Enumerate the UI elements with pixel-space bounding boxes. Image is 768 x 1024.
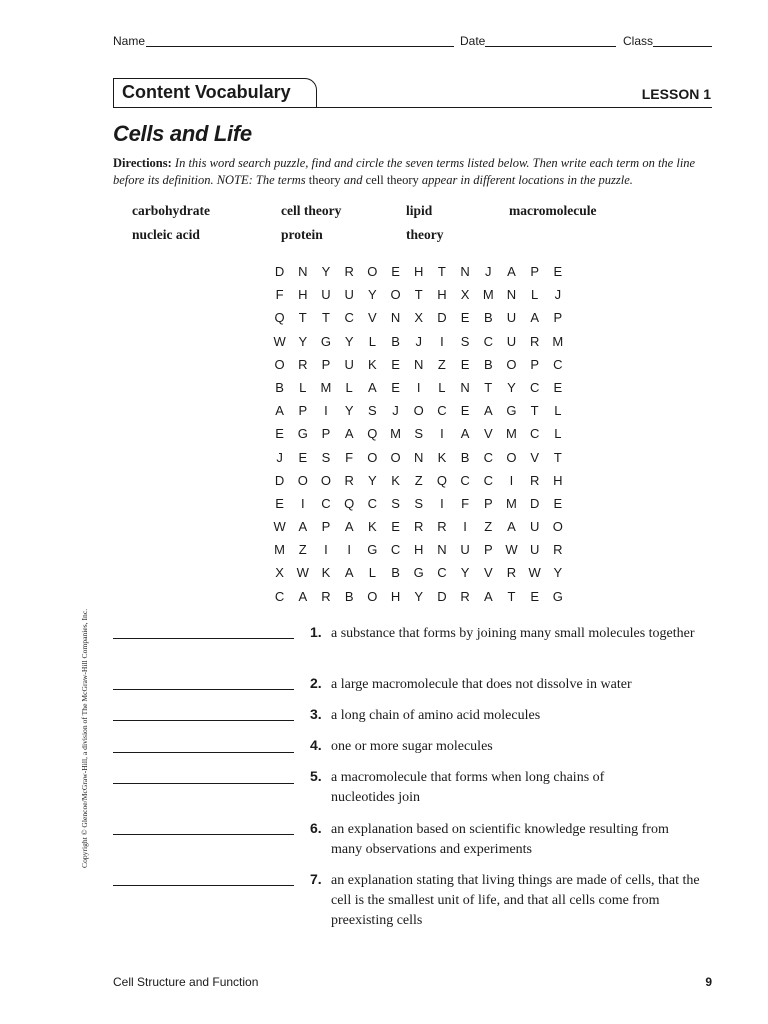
grid-letter[interactable]: N bbox=[390, 310, 401, 326]
grid-letter[interactable]: E bbox=[391, 519, 400, 535]
grid-letter[interactable]: I bbox=[440, 426, 444, 442]
grid-letter[interactable]: Y bbox=[321, 264, 331, 279]
grid-letter[interactable]: X bbox=[414, 310, 424, 326]
grid-letter[interactable]: P bbox=[530, 356, 539, 372]
grid-letter[interactable]: S bbox=[414, 426, 424, 442]
grid-letter[interactable]: C bbox=[483, 472, 493, 488]
grid-letter[interactable]: A bbox=[483, 403, 493, 419]
directions-lead: Directions: bbox=[113, 156, 172, 170]
grid-letter[interactable]: C bbox=[321, 495, 331, 511]
grid-letter[interactable]: I bbox=[463, 519, 467, 535]
grid-letter[interactable]: Y bbox=[368, 287, 377, 303]
grid-letter[interactable]: U bbox=[529, 542, 540, 558]
grid-letter[interactable]: V bbox=[530, 449, 539, 465]
name-field[interactable] bbox=[146, 46, 454, 47]
class-field[interactable] bbox=[653, 46, 712, 47]
grid-letter[interactable]: K bbox=[437, 449, 447, 465]
grid-letter[interactable]: C bbox=[437, 565, 447, 581]
header-rule bbox=[113, 107, 712, 108]
grid-letter[interactable]: Z bbox=[437, 356, 446, 372]
answer-blank-5[interactable] bbox=[113, 783, 294, 784]
grid-letter[interactable]: T bbox=[484, 379, 493, 395]
term-carbohydrate: carbohydrate bbox=[132, 203, 210, 218]
grid-letter[interactable]: L bbox=[299, 379, 307, 395]
grid-letter[interactable]: A bbox=[507, 264, 516, 279]
grid-letter[interactable]: T bbox=[553, 449, 562, 465]
grid-letter[interactable]: U bbox=[344, 356, 354, 372]
grid-letter[interactable]: I bbox=[324, 542, 328, 558]
grid-letter[interactable]: E bbox=[530, 588, 539, 604]
grid-letter[interactable]: N bbox=[460, 264, 470, 279]
grid-letter[interactable]: I bbox=[300, 495, 305, 511]
grid-letter[interactable]: C bbox=[529, 379, 540, 395]
grid-letter[interactable]: S bbox=[368, 403, 377, 419]
grid-letter[interactable]: H bbox=[390, 588, 401, 604]
question-definition: one or more sugar molecules bbox=[331, 739, 493, 754]
grid-letter[interactable]: U bbox=[506, 310, 517, 326]
answer-blank-7[interactable] bbox=[113, 885, 294, 886]
grid-letter[interactable]: Q bbox=[367, 426, 378, 442]
grid-letter[interactable]: Y bbox=[344, 333, 354, 349]
grid-letter[interactable]: E bbox=[460, 310, 470, 326]
question-definition: a substance that forms by joining many small molecules together bbox=[331, 626, 695, 641]
grid-letter[interactable]: E bbox=[275, 426, 284, 442]
grid-letter[interactable]: O bbox=[367, 588, 378, 604]
grid-letter[interactable]: L bbox=[531, 287, 539, 303]
grid-letter[interactable]: D bbox=[274, 472, 285, 488]
grid-letter[interactable]: Y bbox=[344, 403, 354, 419]
grid-letter[interactable]: F bbox=[461, 495, 470, 511]
grid-letter[interactable]: Q bbox=[436, 472, 447, 488]
grid-letter[interactable]: A bbox=[507, 519, 516, 535]
grid-letter[interactable]: O bbox=[390, 449, 401, 465]
grid-letter[interactable]: M bbox=[552, 333, 564, 349]
name-label: Name bbox=[113, 34, 146, 48]
grid-letter[interactable]: S bbox=[460, 333, 470, 349]
grid-letter[interactable]: A bbox=[298, 519, 308, 535]
grid-letter[interactable]: O bbox=[367, 449, 378, 465]
grid-letter[interactable]: A bbox=[344, 426, 354, 442]
grid-letter[interactable]: I bbox=[416, 379, 421, 395]
grid-letter[interactable]: B bbox=[483, 310, 493, 326]
grid-letter[interactable]: F bbox=[275, 287, 284, 303]
grid-letter[interactable]: S bbox=[321, 449, 331, 465]
grid-letter[interactable]: B bbox=[391, 565, 400, 581]
grid-letter[interactable]: C bbox=[367, 495, 378, 511]
grid-letter[interactable]: R bbox=[344, 472, 354, 488]
term-nucleic-acid: nucleic acid bbox=[132, 227, 200, 242]
term-protein: protein bbox=[281, 227, 323, 242]
grid-letter[interactable]: O bbox=[297, 472, 308, 488]
word-search-grid[interactable] bbox=[268, 263, 569, 611]
grid-letter[interactable]: V bbox=[483, 565, 493, 581]
grid-letter[interactable]: G bbox=[552, 588, 563, 604]
grid-letter[interactable]: M bbox=[506, 426, 517, 442]
grid-letter[interactable]: Q bbox=[274, 310, 285, 326]
grid-letter[interactable]: E bbox=[553, 264, 563, 279]
grid-letter[interactable]: P bbox=[483, 495, 493, 511]
grid-letter[interactable]: R bbox=[529, 333, 540, 349]
copyright-notice: Copyright © Glencoe/McGraw-Hill, a division of The McGraw-Hill Companies, Inc. bbox=[80, 608, 89, 868]
grid-letter[interactable]: P bbox=[483, 542, 493, 558]
grid-letter[interactable]: A bbox=[483, 588, 493, 604]
grid-letter[interactable]: E bbox=[391, 356, 400, 372]
question-definition: a macromolecule that forms when long chains of nucleotides join bbox=[331, 770, 605, 805]
grid-letter[interactable]: R bbox=[529, 472, 540, 488]
grid-letter[interactable]: C bbox=[390, 542, 401, 558]
grid-letter[interactable]: H bbox=[553, 472, 563, 488]
grid-letter[interactable]: S bbox=[414, 495, 424, 511]
grid-letter[interactable]: A bbox=[344, 565, 354, 581]
grid-letter[interactable]: Y bbox=[460, 565, 470, 581]
question-number: 1. bbox=[310, 624, 322, 640]
grid-letter[interactable]: R bbox=[553, 542, 563, 558]
grid-letter[interactable]: M bbox=[482, 287, 494, 303]
grid-letter[interactable]: R bbox=[437, 519, 447, 535]
grid-letter[interactable]: K bbox=[368, 519, 377, 535]
directions-text-2: appear in different locations in the puzzle. bbox=[421, 172, 633, 187]
grid-letter[interactable]: G bbox=[413, 565, 424, 581]
grid-letter[interactable]: M bbox=[320, 379, 332, 395]
grid-letter[interactable]: J bbox=[485, 264, 492, 279]
grid-letter[interactable]: Q bbox=[344, 495, 355, 511]
grid-letter[interactable]: A bbox=[368, 379, 377, 395]
grid-letter[interactable]: A bbox=[275, 403, 284, 419]
grid-letter[interactable]: T bbox=[321, 310, 330, 326]
grid-letter[interactable]: E bbox=[553, 379, 563, 395]
question-number: 6. bbox=[310, 820, 322, 836]
grid-letter[interactable]: N bbox=[414, 356, 424, 372]
grid-letter[interactable]: L bbox=[368, 565, 376, 581]
grid-letter[interactable]: D bbox=[529, 495, 540, 511]
directions bbox=[113, 155, 713, 188]
grid-letter[interactable]: Y bbox=[553, 565, 563, 581]
answer-blank-4[interactable] bbox=[113, 752, 294, 753]
grid-letter[interactable]: N bbox=[414, 449, 424, 465]
grid-letter[interactable]: C bbox=[274, 588, 285, 604]
grid-letter[interactable]: K bbox=[368, 356, 377, 372]
grid-letter[interactable]: U bbox=[529, 519, 540, 535]
grid-letter[interactable]: P bbox=[530, 264, 539, 279]
grid-letter[interactable]: E bbox=[391, 264, 400, 279]
grid-letter[interactable]: D bbox=[437, 310, 447, 326]
grid-letter[interactable]: E bbox=[275, 495, 284, 511]
grid-letter[interactable]: E bbox=[391, 379, 400, 395]
grid-letter[interactable]: E bbox=[553, 495, 563, 511]
grid-letter[interactable]: T bbox=[414, 287, 423, 303]
grid-letter[interactable]: O bbox=[367, 264, 378, 279]
answer-blank-6[interactable] bbox=[113, 834, 294, 835]
grid-letter[interactable]: F bbox=[345, 449, 354, 465]
grid-letter[interactable]: R bbox=[414, 519, 424, 535]
question-number: 5. bbox=[310, 768, 322, 784]
grid-letter[interactable]: I bbox=[440, 333, 444, 349]
grid-letter[interactable]: G bbox=[297, 426, 308, 442]
directions-text-1: In this word search puzzle, find and circle the seven terms listed below. Then write each term on the line before its definition. NOTE: The terms bbox=[113, 156, 696, 187]
grid-letter[interactable]: W bbox=[273, 519, 286, 535]
grid-letter[interactable]: D bbox=[274, 264, 285, 279]
grid-letter[interactable]: C bbox=[553, 356, 563, 372]
answer-blank-1[interactable] bbox=[113, 638, 294, 639]
grid-letter[interactable]: H bbox=[437, 287, 447, 303]
grid-letter[interactable]: A bbox=[298, 588, 308, 604]
grid-letter[interactable]: O bbox=[320, 472, 332, 488]
directions-theory: theory bbox=[308, 172, 341, 187]
grid-letter[interactable]: R bbox=[506, 565, 517, 581]
grid-letter[interactable]: P bbox=[553, 310, 563, 326]
question-number: 3. bbox=[310, 706, 322, 722]
grid-letter[interactable]: X bbox=[275, 565, 284, 581]
grid-letter[interactable]: U bbox=[344, 287, 354, 303]
grid-letter[interactable]: G bbox=[506, 403, 517, 419]
grid-letter[interactable]: M bbox=[506, 495, 517, 511]
grid-letter[interactable]: T bbox=[530, 403, 539, 419]
grid-letter[interactable]: B bbox=[391, 333, 400, 349]
grid-letter[interactable]: C bbox=[460, 472, 470, 488]
grid-letter[interactable]: I bbox=[440, 495, 444, 511]
lesson-label: LESSON 1 bbox=[641, 86, 711, 102]
grid-letter[interactable]: B bbox=[344, 588, 354, 604]
grid-letter[interactable]: Z bbox=[484, 519, 493, 535]
question-definition: a large macromolecule that does not dissolve in water bbox=[331, 677, 632, 692]
term-lipid: lipid bbox=[406, 203, 433, 218]
grid-letter[interactable]: U bbox=[321, 287, 331, 303]
grid-letter[interactable]: X bbox=[460, 287, 470, 303]
grid-letter[interactable]: D bbox=[437, 588, 447, 604]
class-label: Class bbox=[623, 34, 654, 48]
date-field[interactable] bbox=[485, 46, 616, 47]
grid-letter[interactable]: L bbox=[345, 379, 353, 395]
grid-letter[interactable]: A bbox=[530, 310, 539, 326]
grid-letter[interactable]: R bbox=[321, 588, 331, 604]
grid-letter[interactable]: W bbox=[296, 565, 309, 581]
grid-letter[interactable]: C bbox=[483, 333, 493, 349]
grid-letter[interactable]: I bbox=[347, 542, 351, 558]
grid-letter[interactable]: J bbox=[554, 287, 562, 303]
grid-letter[interactable]: B bbox=[483, 356, 493, 372]
term-theory: theory bbox=[406, 227, 444, 242]
grid-letter[interactable]: W bbox=[505, 542, 518, 558]
grid-letter[interactable]: A bbox=[344, 519, 354, 535]
grid-letter[interactable]: T bbox=[507, 588, 516, 604]
date-label: Date bbox=[460, 34, 486, 48]
grid-letter[interactable]: C bbox=[437, 403, 447, 419]
footer-chapter: Cell Structure and Function bbox=[113, 975, 259, 989]
term-cell-theory: cell theory bbox=[281, 203, 342, 218]
grid-letter[interactable]: Z bbox=[298, 542, 307, 558]
grid-letter[interactable]: K bbox=[391, 472, 400, 488]
grid-letter[interactable]: M bbox=[274, 542, 286, 558]
grid-letter[interactable]: Y bbox=[414, 588, 424, 604]
answer-blank-3[interactable] bbox=[113, 720, 294, 721]
grid-letter[interactable]: Z bbox=[414, 472, 423, 488]
grid-letter[interactable]: O bbox=[552, 519, 563, 535]
grid-letter[interactable]: L bbox=[554, 426, 562, 442]
grid-letter[interactable]: G bbox=[320, 333, 332, 349]
grid-letter[interactable]: I bbox=[509, 472, 514, 488]
grid-letter[interactable]: L bbox=[554, 403, 562, 419]
grid-letter[interactable]: M bbox=[390, 426, 401, 442]
grid-letter[interactable]: J bbox=[415, 333, 422, 349]
grid-letter[interactable]: N bbox=[298, 264, 308, 279]
grid-letter[interactable]: W bbox=[528, 565, 541, 581]
grid-letter[interactable]: O bbox=[274, 356, 285, 372]
grid-letter[interactable]: B bbox=[275, 379, 284, 395]
grid-letter[interactable]: T bbox=[298, 310, 307, 326]
page-title: Cells and Life bbox=[113, 121, 252, 146]
grid-letter[interactable]: Y bbox=[368, 472, 377, 488]
grid-letter[interactable]: C bbox=[483, 449, 493, 465]
grid-letter[interactable]: N bbox=[460, 379, 470, 395]
grid-letter[interactable]: Y bbox=[507, 379, 516, 395]
grid-letter[interactable]: P bbox=[321, 426, 331, 442]
question-number: 4. bbox=[310, 737, 322, 753]
grid-letter[interactable]: W bbox=[273, 333, 286, 349]
grid-letter[interactable]: C bbox=[529, 426, 540, 442]
grid-letter[interactable]: O bbox=[506, 356, 517, 372]
question-number: 2. bbox=[310, 675, 322, 691]
grid-letter[interactable]: H bbox=[414, 542, 424, 558]
grid-letter[interactable]: O bbox=[413, 403, 424, 419]
grid-letter[interactable]: O bbox=[390, 287, 401, 303]
directions-cell-theory: cell theory bbox=[365, 172, 419, 187]
grid-letter[interactable]: C bbox=[344, 310, 354, 326]
directions-and: and bbox=[343, 172, 363, 187]
section-heading: Content Vocabulary bbox=[122, 82, 291, 102]
grid-letter[interactable]: O bbox=[506, 449, 517, 465]
grid-letter[interactable]: V bbox=[368, 310, 377, 326]
grid-letter[interactable]: P bbox=[321, 519, 331, 535]
grid-letter[interactable]: P bbox=[298, 403, 308, 419]
grid-letter[interactable]: U bbox=[506, 333, 517, 349]
grid-letter[interactable]: T bbox=[437, 264, 446, 279]
grid-letter[interactable]: V bbox=[483, 426, 493, 442]
grid-letter[interactable]: L bbox=[368, 333, 376, 349]
grid-letter[interactable]: A bbox=[460, 426, 470, 442]
question-definition: an explanation based on scientific knowledge resulting from many observations and experiments bbox=[331, 822, 669, 857]
grid-letter[interactable]: R bbox=[298, 356, 308, 372]
grid-letter[interactable]: E bbox=[460, 356, 470, 372]
grid-letter[interactable]: I bbox=[324, 403, 328, 419]
grid-letter[interactable]: S bbox=[391, 495, 400, 511]
question-number: 7. bbox=[310, 871, 322, 887]
grid-letter[interactable]: L bbox=[438, 379, 446, 395]
answer-blank-2[interactable] bbox=[113, 689, 294, 690]
grid-letter[interactable]: G bbox=[367, 542, 378, 558]
grid-letter[interactable]: R bbox=[344, 264, 354, 279]
grid-letter[interactable]: E bbox=[460, 403, 470, 419]
grid-letter[interactable]: U bbox=[460, 542, 470, 558]
grid-letter[interactable]: N bbox=[506, 287, 517, 303]
grid-letter[interactable]: J bbox=[392, 403, 399, 419]
question-definition: a long chain of amino acid molecules bbox=[331, 708, 541, 723]
grid-letter[interactable]: P bbox=[321, 356, 331, 372]
grid-letter[interactable]: B bbox=[460, 449, 470, 465]
grid-letter[interactable]: H bbox=[414, 264, 424, 279]
page-number: 9 bbox=[705, 975, 712, 989]
grid-letter[interactable]: H bbox=[298, 287, 308, 303]
grid-letter[interactable]: J bbox=[276, 449, 283, 465]
question-definition: an explanation stating that living things are made of cells, that the cell is the smallest unit of life, and that all cells come from preexisting cells bbox=[331, 873, 700, 928]
term-macromolecule: macromolecule bbox=[509, 203, 597, 218]
grid-letter[interactable]: E bbox=[298, 449, 308, 465]
grid-letter[interactable]: N bbox=[437, 542, 447, 558]
grid-letter[interactable]: K bbox=[321, 565, 331, 581]
grid-letter[interactable]: R bbox=[460, 588, 470, 604]
grid-letter[interactable]: Y bbox=[298, 333, 308, 349]
